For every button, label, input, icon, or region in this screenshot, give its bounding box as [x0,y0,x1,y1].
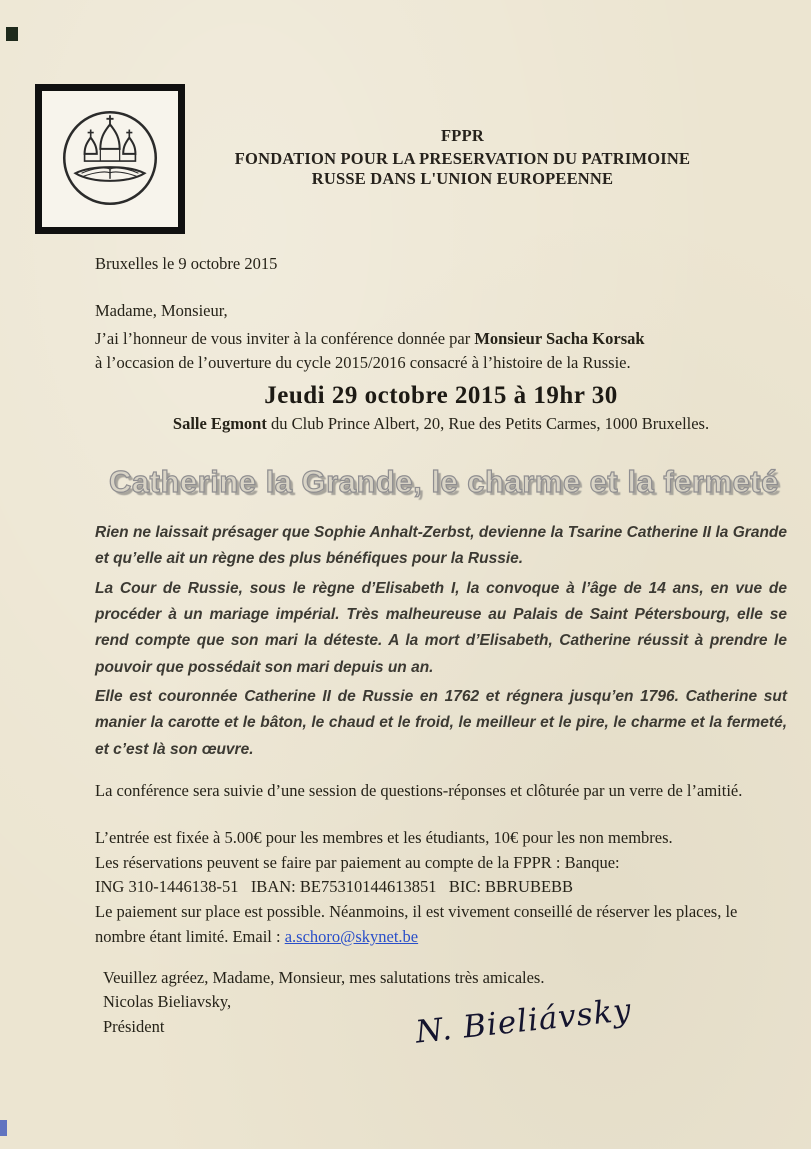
dateline: Bruxelles le 9 octobre 2015 [95,254,278,273]
invitation-text: J’ai l’honneur de vous inviter à la conférence donnée par [95,328,475,348]
sender-name: Nicolas Bieliavsky, [103,992,232,1012]
handwritten-signature: N. Bieliávsky [413,992,634,1051]
speaker-name: Monsieur Sacha Korsak [474,328,645,348]
entry-fee-line: L’entrée est fixée à 5.00€ pour les membres et les étudiants, 10€ pour les non membres. [95,827,673,847]
abstract-block [95,520,787,763]
organization-header [190,126,735,189]
payment-text: Le paiement sur place est possible. Néanmoins, il est vivement conseillé de réserver les places, le nombre étant limité. Email : [95,902,738,946]
church-domes-icon [49,98,171,220]
payment-line [95,900,787,950]
sender-title: Président [103,1017,165,1037]
scan-artifact-bottom [0,1120,7,1136]
abstract-paragraph: Rien ne laissait présager que Sophie Anhalt-Zerbst, devienne la Tsarine Catherine II la Grande et qu’elle ait un règne des plus bénéfiques pour la Russie. [95,524,787,568]
bank-details: ING 310-1446138-51 IBAN: BE75310144613851 BIC: BBRUBEBB [95,877,574,897]
invitation-line2: à l’occasion de l’ouverture du cycle 2015/2016 consacré à l’histoire de la Russie. [95,353,631,373]
email-link[interactable]: a.schoro@skynet.be [284,926,419,946]
letter-body [95,252,787,1040]
reservation-line: Les réservations peuvent se faire par paiement au compte de la FPPR : Banque: [95,852,620,872]
abstract-paragraph: Elle est couronnée Catherine II de Russie en 1762 et régnera jusqu’en 1796. Catherine sut manier la carotte et le bâton, le chaud et le froid, le meilleur et le pire, le charme et la fermeté, et c’est là son œuvre. [95,688,787,758]
fppr-logo [35,84,185,234]
scan-artifact-top [6,27,18,41]
valediction: Veuillez agréez, Madame, Monsieur, mes salutations très amicales. [103,967,545,987]
org-name-line1: FONDATION POUR LA PRESERVATION DU PATRIMOINE [234,149,691,169]
venue-room: Salle Egmont [172,414,267,433]
abstract-paragraph: La Cour de Russie, sous le règne d’Elisabeth I, la convoque à l’âge de 14 ans, en vue de procéder à un mariage impérial. Très malheureuse au Palais de Saint Pétersbourg, elle se rend compte que son mari la déteste. A la mort d’Elisabeth, Catherine réussit à prendre le pouvoir que possédait son mari depuis un an. [95,579,787,676]
event-venue [95,414,787,434]
invitation-line [95,327,787,352]
event-datetime: Jeudi 29 octobre 2015 à 19hr 30 [264,382,618,409]
closing-paragraph: La conférence sera suivie d’une session de questions-réponses et clôturée par un verre de l’amitié. [95,781,743,801]
pricing-block [95,826,787,950]
org-acronym: FPPR [441,126,484,145]
venue-address: du Club Prince Albert, 20, Rue des Petits Carmes, 1000 Bruxelles. [266,414,710,433]
conference-title: Catherine la Grande, le charme et la fermeté [109,464,779,499]
salutation: Madame, Monsieur, [95,300,228,320]
org-name-line2: RUSSE DANS L'UNION EUROPEENNE [311,169,614,189]
